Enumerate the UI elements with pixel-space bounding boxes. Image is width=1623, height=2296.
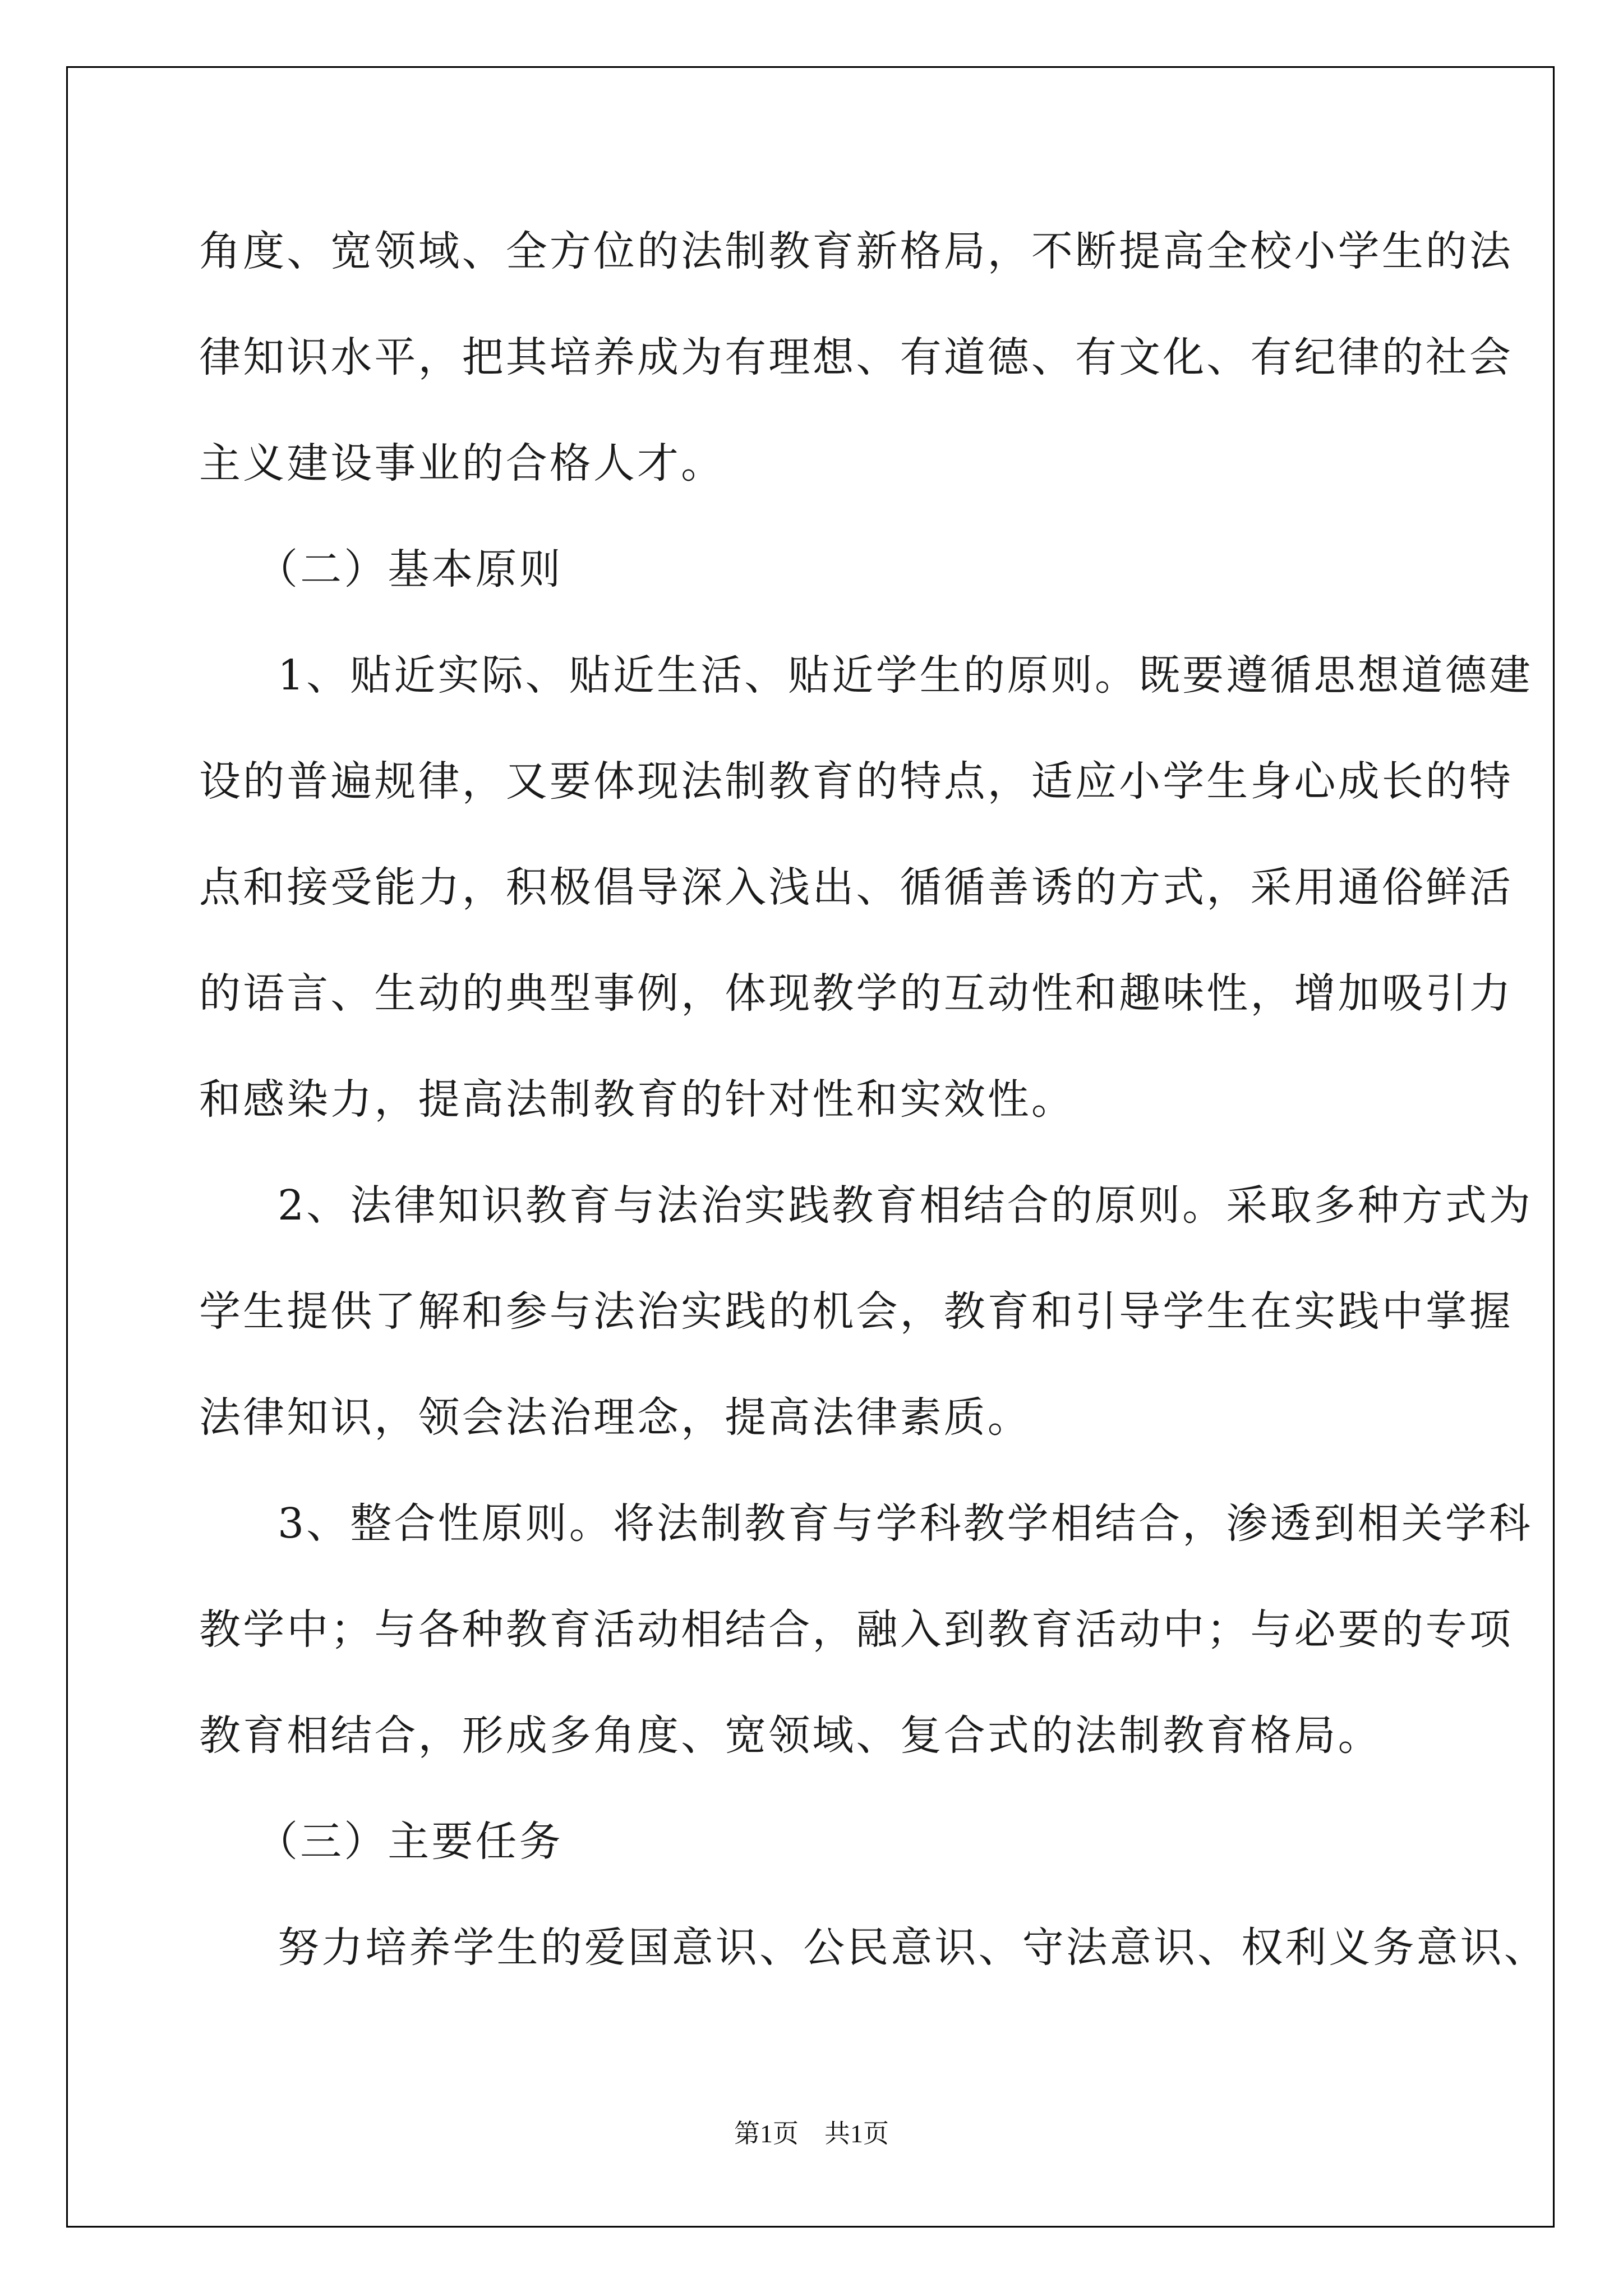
text-line: 角度、宽领域、全方位的法制教育新格局，不断提高全校小学生的法 — [199, 227, 1513, 275]
text-line: 法律知识，领会法治理念，提高法律素质。 — [199, 1393, 1031, 1442]
text-line: 点和接受能力，积极倡导深入浅出、循循善诱的方式，采用通俗鲜活 — [199, 863, 1513, 912]
text-line: 教育相结合，形成多角度、宽领域、复合式的法制教育格局。 — [199, 1711, 1382, 1760]
text-line: 和感染力，提高法制教育的针对性和实效性。 — [199, 1075, 1075, 1124]
page-footer: 第1页 共1页 — [734, 2119, 889, 2148]
text-line: 教学中；与各种教育活动相结合，融入到教育活动中；与必要的专项 — [199, 1605, 1513, 1654]
text-line: 2、法律知识教育与法治实践教育相结合的原则。采取多种方式为 — [278, 1181, 1533, 1230]
text-line: 的语言、生动的典型事例，体现教学的互动性和趣味性，增加吸引力 — [199, 969, 1513, 1018]
section-heading: （二）基本原则 — [256, 545, 563, 593]
text-line: 3、整合性原则。将法制教育与学科教学相结合，渗透到相关学科 — [278, 1499, 1533, 1548]
text-line: 努力培养学生的爱国意识、公民意识、守法意识、权利义务意识、 — [278, 1924, 1548, 1972]
page-border — [66, 66, 1555, 2228]
text-line: 设的普遍规律，又要体现法制教育的特点，适应小学生身心成长的特 — [199, 757, 1513, 806]
text-line: 主义建设事业的合格人才。 — [199, 439, 725, 487]
section-heading: （三）主要任务 — [256, 1818, 563, 1866]
text-line: 律知识水平，把其培养成为有理想、有道德、有文化、有纪律的社会 — [199, 333, 1513, 381]
text-line: 1、贴近实际、贴近生活、贴近学生的原则。既要遵循思想道德建 — [278, 651, 1533, 700]
text-line: 学生提供了解和参与法治实践的机会，教育和引导学生在实践中掌握 — [199, 1287, 1513, 1336]
